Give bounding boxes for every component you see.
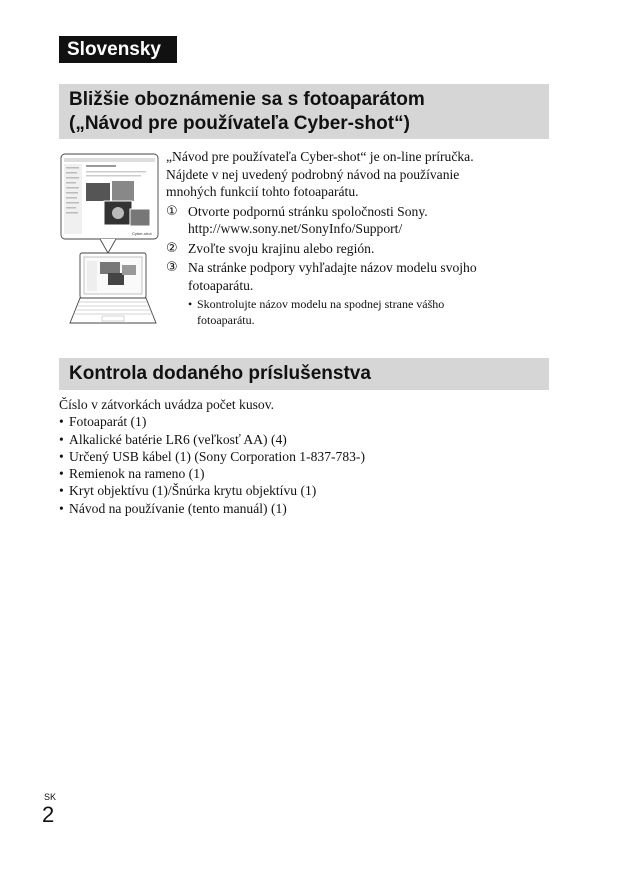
cyber-shot-logo: Cyber-shot (132, 231, 152, 236)
intro-line: Nájdete v nej uvedený podrobný návod na používanie (166, 166, 460, 182)
step-number: ② (166, 240, 178, 256)
language-code: SK (44, 792, 57, 802)
step-text: fotoaparátu. (188, 277, 254, 293)
laptop-icon (70, 253, 156, 323)
section-title: Kontrola dodaného príslušenstva (69, 363, 371, 384)
section-title-line2: („Návod pre používateľa Cyber-shot“) (69, 113, 410, 134)
intro-line: mnohých funkcií tohto fotoaparátu. (166, 184, 359, 199)
website-screen-popup (61, 154, 158, 239)
step-number: ③ (166, 260, 178, 275)
intro-line: „Návod pre používateľa Cyber-shot“ je on-line príručka. (166, 149, 474, 164)
note-text: fotoaparátu. (197, 313, 255, 327)
accessories-list (59, 396, 549, 517)
section-header-guide (59, 84, 549, 139)
section-header-accessories (59, 358, 549, 390)
guide-intro (166, 148, 556, 328)
list-item: • Kryt objektívu (1)/Šnúrka krytu objektívu (1) (59, 483, 317, 499)
step-3 (166, 259, 556, 294)
section-title-line1: Bližšie oboznámenie sa s fotoaparátom (69, 89, 425, 110)
list-item: • Fotoaparát (1) (59, 414, 147, 430)
step-text: Zvoľte svoju krajinu alebo región. (188, 240, 375, 256)
support-url-link[interactable]: http://www.sony.net/SonyInfo/Support/ (188, 221, 403, 236)
note-text: Skontrolujte názov modelu na spodnej strane vášho (197, 297, 445, 311)
step-number: ① (166, 203, 178, 219)
language-tab: Slovensky (59, 36, 177, 63)
list-item: • Návod na používanie (tento manuál) (1) (59, 500, 287, 516)
list-item: • Alkalické batérie LR6 (veľkosť AA) (4) (59, 431, 287, 447)
step-text: Na stránke podpory vyhľadajte názov modelu svojho (188, 260, 477, 275)
bullet-marker: • (188, 297, 193, 311)
note-bullet (188, 296, 556, 328)
list-item: • Určený USB kábel (1) (Sony Corporation 1-837-783-) (59, 448, 365, 464)
step-text: Otvorte podpornú stránku spoločnosti Sony. (188, 203, 428, 219)
laptop-illustration (60, 153, 160, 328)
step-1 (166, 203, 556, 238)
page-number: 2 (42, 802, 55, 827)
list-item: • Remienok na rameno (1) (59, 466, 205, 482)
step-2 (166, 240, 556, 258)
accessories-intro: Číslo v zátvorkách uvádza počet kusov. (59, 397, 275, 412)
